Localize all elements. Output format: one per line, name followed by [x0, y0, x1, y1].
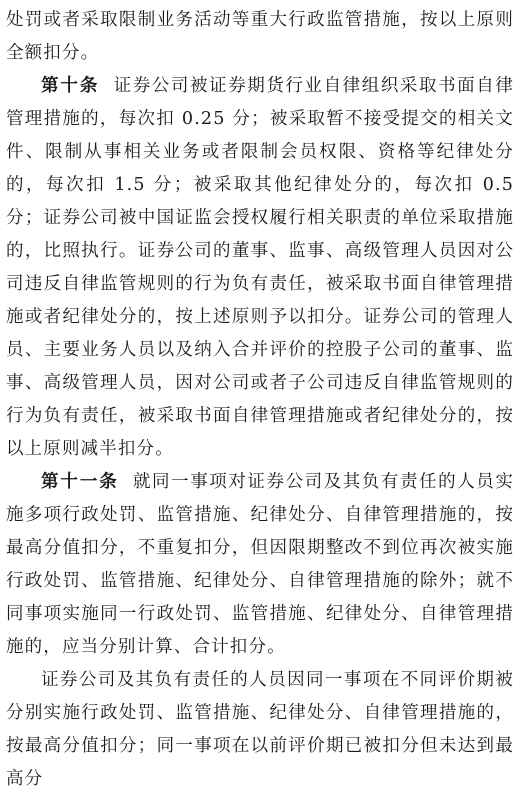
article-10-paragraph [6, 70, 514, 466]
paragraph-text: 处罚或者采取限制业务活动等重大行政监管措施，按以上原则全额扣分。 [6, 10, 514, 63]
paragraph-text: 就同一事项对证券公司及其负有责任的人员实施多项行政处罚、监管措施、纪律处分、自律管理措施的，按最高分值扣分，不重复扣分，但因限期整改不到位再次被实施行政处罚、监管措施、纪律处分、自律管理措施的除外；就不同事项实施同一行政处罚、监管措施、纪律处分、自律管理措施的，应当分别计算、合计扣分。 [6, 472, 515, 657]
paragraph-text: 证券公司及其负有责任的人员因同一事项在不同评价期被分别实施行政处罚、监管措施、纪律处分、自律管理措施的，按最高分值扣分；同一事项在以前评价期已被扣分但未达到最高分 [6, 670, 514, 789]
article-number: 第十条 [41, 76, 100, 96]
paragraph-continuation [6, 4, 514, 70]
article-11-paragraph [6, 466, 514, 664]
article-11-second-paragraph [6, 664, 514, 796]
article-number: 第十一条 [41, 472, 119, 492]
paragraph-text: 证券公司被证券期货行业自律组织采取书面自律管理措施的，每次扣 0.25 分；被采取暂不接受提交的相关文件、限制从事相关业务或者限制会员权限、资格等纪律处分的，每次扣 1.5 分；被采取其他纪律处分的，每次扣 0.5 分；证券公司被中国证监会授权履行相关职责的单位采取措施的，比照执行。证券公司的董事、监事、高级管理人员因对公司违反自律监管规则的行为负有责任，被采取书面自律管理措施或者纪律处分的，按上述原则予以扣分。证券公司的管理人员、主要业务人员以及纳入合并评价的控股子公司的董事、监事、高级管理人员，因对公司或者子公司违反自律监管规则的行为负有责任，被采取书面自律管理措施或者纪律处分的，按以上原则减半扣分。 [6, 76, 514, 459]
